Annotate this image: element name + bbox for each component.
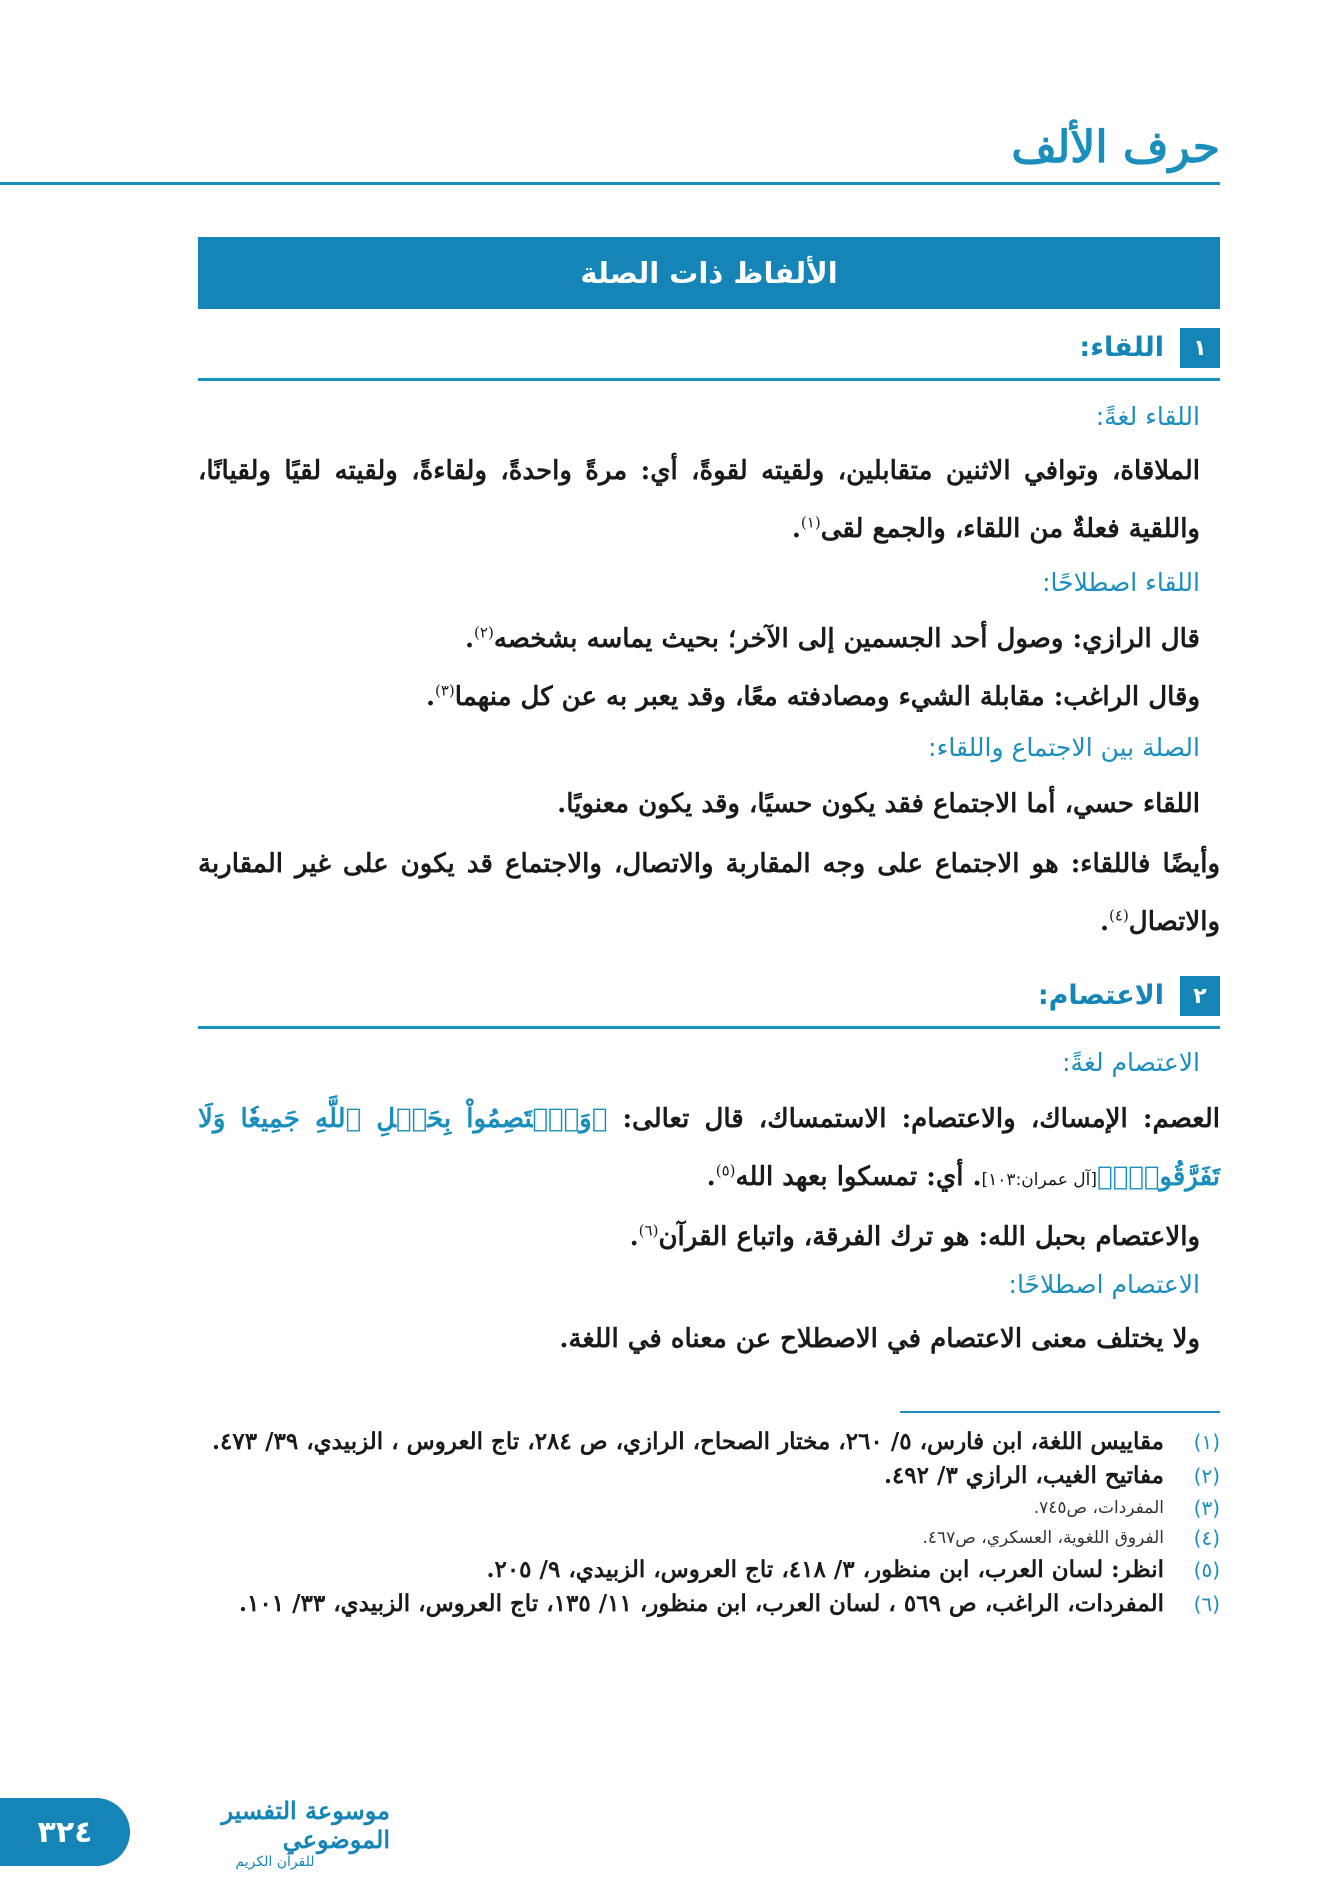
footnote-number: (٦) <box>1193 1592 1220 1616</box>
footnote-ref-6[interactable]: (٦) <box>638 1221 659 1240</box>
footnote-number: (١) <box>1193 1430 1220 1454</box>
footnotes-list <box>198 1425 1220 1621</box>
section-2-term-heading: الاعتصام اصطلاحًا: <box>1008 1270 1200 1299</box>
section-2-number: ٢ <box>1180 976 1220 1016</box>
quran-reference: [آل عمران:١٠٣] <box>981 1170 1097 1190</box>
section-1-term-body-1: قال الرازي: وصول أحد الجسمين إلى الآخر؛ بحيث يماسه بشخصه <box>493 624 1200 654</box>
logo-title: موسوعة التفسير الموضوعي <box>221 1795 390 1854</box>
footnote-4 <box>198 1523 1220 1553</box>
footnote-ref-1[interactable]: (١) <box>800 513 821 532</box>
section-1-relation-body-2: وأيضًا فاللقاء: هو الاجتماع على وجه المقاربة والاتصال، والاجتماع قد يكون على غير المقاربة والاتصال <box>198 849 1220 937</box>
footnote-ref-3[interactable]: (٣) <box>435 681 455 700</box>
banner-title: الألفاظ ذات الصلة <box>580 256 838 290</box>
section-1-lang-heading: اللقاء لغةً: <box>1095 402 1200 431</box>
section-2-header <box>198 976 1220 1029</box>
section-1-term-text-1: قال الرازي: وصول أحد الجسمين إلى الآخر؛ بحيث يماسه بشخصه$^{(٢)}$. <box>464 623 1200 654</box>
footnote-number: (٢) <box>1193 1464 1220 1488</box>
footnote-number: (٥) <box>1193 1558 1220 1582</box>
chapter-title: حرف الألف <box>1011 122 1220 173</box>
footnote-ref-4[interactable]: (٤) <box>1109 906 1129 925</box>
section-2-lang-body-3: والاعتصام بحبل الله: هو ترك الفرقة، واتباع القرآن <box>658 1222 1200 1252</box>
section-2-lang-text: العصم: الإمساك، والاعتصام: الاستمساك، قال تعالى: ﴿وَٱعۡتَصِمُواْ بِحَبۡلِ ٱللَّهِ جَمِيعٗا وَلَا تَفَرَّقُواْۚ﴾[آل عمران:١٠٣]. أي: تمسكوا بعهد الله$^{(٥)}$. <box>198 1104 1220 1192</box>
section-2-lang-heading: الاعتصام لغةً: <box>1062 1048 1200 1077</box>
section-2-title: الاعتصام: <box>1037 980 1164 1011</box>
footnote-ref-2[interactable]: (٢) <box>474 623 494 642</box>
section-1-relation-heading: الصلة بين الاجتماع واللقاء: <box>928 733 1200 762</box>
footnote-text: الفروق اللغوية، العسكري، ص٤٦٧. <box>922 1528 1164 1548</box>
footnote-separator <box>900 1411 1220 1413</box>
section-1-term-text-2: وقال الراغب: مقابلة الشيء ومصادفته معًا، وقد يعبر به عن كل منهما$^{(٣)}$. <box>425 681 1200 712</box>
page-number <box>0 1798 130 1866</box>
footnote-6 <box>198 1587 1220 1621</box>
footnote-text: مقاييس اللغة، ابن فارس، ٥/ ٢٦٠، مختار الصحاح، الرازي، ص ٢٨٤، تاج العروس ، الزبيدي، ٣٩/ ٤٧٣. <box>212 1428 1164 1455</box>
section-2-lang-body-1: العصم: الإمساك، والاعتصام: الاستمساك، قال تعالى: <box>622 1104 1220 1134</box>
section-1-lang-body: الملاقاة، وتوافي الاثنين متقابلين، ولقيته لقوةً، أي: مرةً واحدةً، ولقاءةً، ولقيته لقيًا ولقيانًا، واللقية فعلةٌ من اللقاء، والجمع لقى <box>198 456 1200 544</box>
footnote-number: (٤) <box>1193 1526 1220 1550</box>
section-1-term-heading: اللقاء اصطلاحًا: <box>1042 568 1200 597</box>
footnote-1 <box>198 1425 1220 1459</box>
section-2-lang-text-3: والاعتصام بحبل الله: هو ترك الفرقة، واتباع القرآن$^{(٦)}$. <box>629 1221 1200 1252</box>
footnote-3 <box>198 1493 1220 1523</box>
encyclopedia-logo <box>160 1796 390 1872</box>
footnote-ref-5[interactable]: (٥) <box>715 1161 736 1180</box>
section-1-number: ١ <box>1180 328 1220 368</box>
quran-verse: ﴿وَٱعۡتَصِمُواْ بِحَبۡلِ ٱللَّهِ جَمِيعٗا وَلَا تَفَرَّقُواْۚ﴾ <box>198 1104 1220 1192</box>
footnote-text: انظر: لسان العرب، ابن منظور، ٣/ ٤١٨، تاج العروس، الزبيدي، ٩/ ٢٠٥. <box>486 1556 1164 1583</box>
footnote-text: مفاتيح الغيب، الرازي ٣/ ٤٩٢. <box>883 1462 1164 1489</box>
page-number-text: ٣٢٤ <box>37 1814 93 1850</box>
section-banner <box>198 237 1220 309</box>
page-header <box>0 118 1220 185</box>
section-1-relation-text-1: اللقاء حسي، أما الاجتماع فقد يكون حسيًا، وقد يكون معنويًا. <box>557 789 1200 819</box>
logo-subtitle: للقرآن الكريم <box>235 1854 315 1871</box>
section-1-lang-text: الملاقاة، وتوافي الاثنين متقابلين، ولقيته لقوةً، أي: مرةً واحدةً، ولقاءةً، ولقيته لقيًا ولقيانًا، واللقية فعلةٌ من اللقاء، والجمع لقى$^{(١)}$. <box>198 456 1200 544</box>
section-1-relation-text-2: وأيضًا فاللقاء: هو الاجتماع على وجه المقاربة والاتصال، والاجتماع قد يكون على غير المقاربة والاتصال$^{(٤)}$. <box>198 849 1220 937</box>
section-1-term-body-2: وقال الراغب: مقابلة الشيء ومصادفته معًا، وقد يعبر به عن كل منهما <box>454 682 1200 712</box>
section-1-title: اللقاء: <box>1079 332 1164 363</box>
section-2-term-text: ولا يختلف معنى الاعتصام في الاصطلاح عن معناه في اللغة. <box>559 1324 1200 1354</box>
section-2-lang-body-2: . أي: تمسكوا بعهد الله <box>735 1162 982 1192</box>
footnote-number: (٣) <box>1193 1496 1220 1520</box>
footnote-text: المفردات، الراغب، ص ٥٦٩ ، لسان العرب، ابن منظور، ١١/ ١٣٥، تاج العروس، الزبيدي، ٣٣/ ١٠١. <box>239 1590 1164 1617</box>
footnote-text: المفردات، ص٧٤٥. <box>1033 1498 1164 1518</box>
section-1-header <box>198 328 1220 381</box>
footnote-2 <box>198 1459 1220 1493</box>
footnote-5 <box>198 1553 1220 1587</box>
